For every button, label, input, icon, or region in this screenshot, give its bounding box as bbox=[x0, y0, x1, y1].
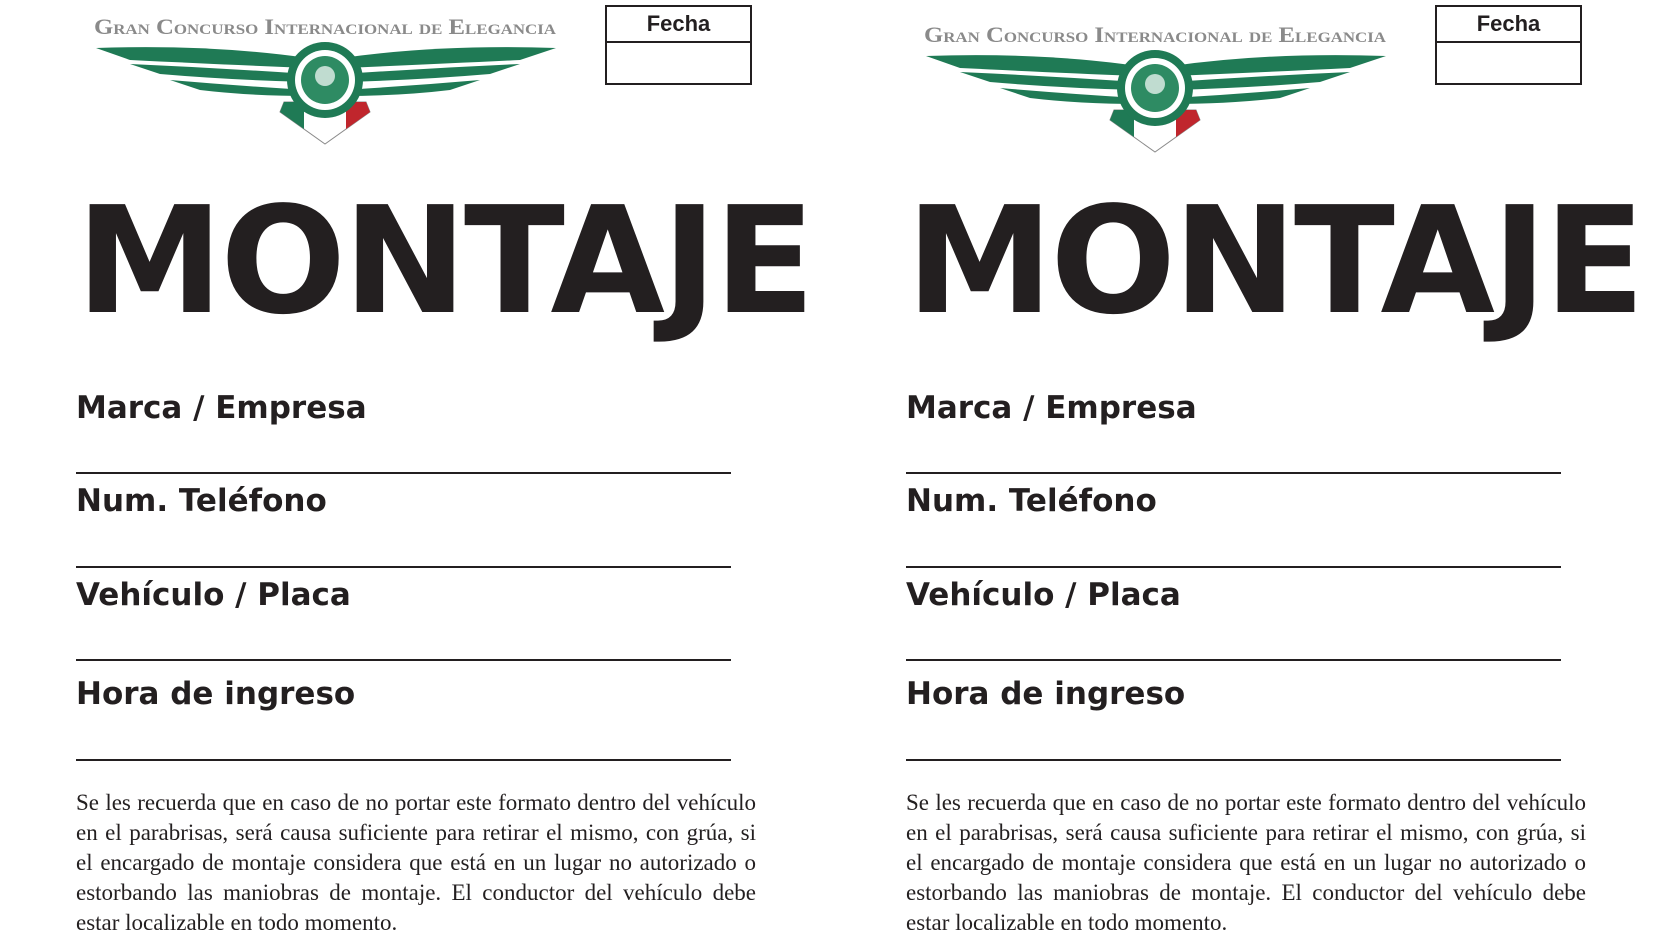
field-line-marca[interactable] bbox=[906, 472, 1561, 474]
field-line-hora[interactable] bbox=[906, 759, 1561, 761]
field-line-telefono[interactable] bbox=[906, 566, 1561, 568]
field-line-telefono[interactable] bbox=[76, 566, 731, 568]
field-label-hora: Hora de ingreso bbox=[906, 676, 1186, 712]
form-panel-left bbox=[72, 0, 832, 942]
field-label-telefono: Num. Teléfono bbox=[76, 483, 327, 519]
field-label-marca: Marca / Empresa bbox=[906, 390, 1197, 426]
concurso-logo bbox=[920, 12, 1420, 162]
fecha-box bbox=[605, 5, 752, 85]
fecha-value[interactable] bbox=[607, 43, 750, 83]
field-line-vehiculo[interactable] bbox=[76, 659, 731, 661]
fecha-value[interactable] bbox=[1437, 43, 1580, 83]
field-label-vehiculo: Vehículo / Placa bbox=[906, 577, 1181, 613]
field-label-vehiculo: Vehículo / Placa bbox=[76, 577, 351, 613]
concurso-logo bbox=[90, 4, 590, 154]
logo-title-text: Gran Concurso Internacional de Elegancia bbox=[94, 14, 557, 39]
field-line-hora[interactable] bbox=[76, 759, 731, 761]
fecha-label: Fecha bbox=[1437, 7, 1580, 43]
fecha-box bbox=[1435, 5, 1582, 85]
field-line-vehiculo[interactable] bbox=[906, 659, 1561, 661]
field-label-marca: Marca / Empresa bbox=[76, 390, 367, 426]
notice-text: Se les recuerda que en caso de no portar este formato dentro del vehículo en el parabrisas, será causa suficiente para retirar el mismo, con grúa, si el encargado de montaje considera que está en un lugar no autorizado o estorbando las maniobras de montaje. El conductor del vehículo debe estar localizable en todo momento. bbox=[906, 790, 1586, 935]
page-title: MONTAJE bbox=[76, 175, 813, 347]
fecha-label: Fecha bbox=[607, 7, 750, 43]
field-line-marca[interactable] bbox=[76, 472, 731, 474]
logo-title-text: Gran Concurso Internacional de Elegancia bbox=[924, 22, 1387, 47]
page-title: MONTAJE bbox=[906, 175, 1643, 347]
field-label-hora: Hora de ingreso bbox=[76, 676, 356, 712]
form-panel-right bbox=[902, 0, 1653, 942]
notice-text: Se les recuerda que en caso de no portar este formato dentro del vehículo en el parabrisas, será causa suficiente para retirar el mismo, con grúa, si el encargado de montaje considera que está en un lugar no autorizado o estorbando las maniobras de montaje. El conductor del vehículo debe estar localizable en todo momento. bbox=[76, 790, 756, 935]
field-label-telefono: Num. Teléfono bbox=[906, 483, 1157, 519]
